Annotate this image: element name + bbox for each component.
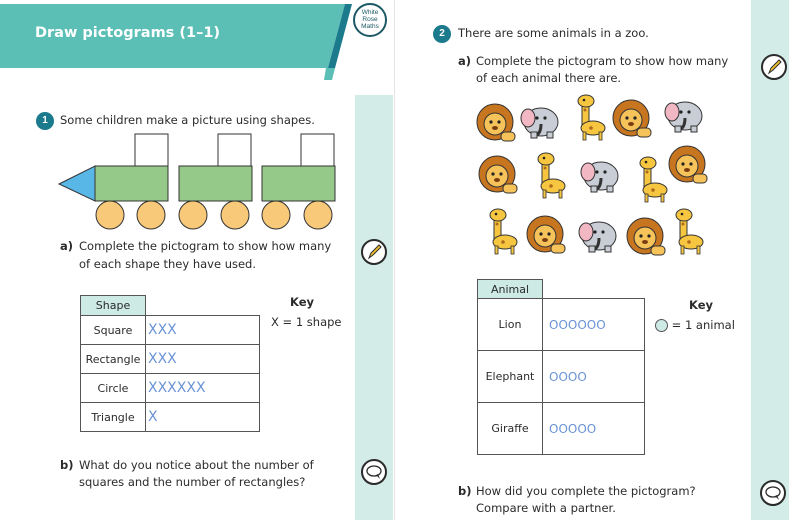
tally-marks: XXX — [146, 345, 260, 374]
circle-shape — [304, 201, 332, 229]
circle-marks: OOOOOO — [543, 299, 645, 351]
key-title: Key — [689, 298, 714, 312]
speech-bubble-icon — [759, 479, 787, 507]
table-row: Triangle X — [81, 403, 260, 432]
page-title: Draw pictograms (1–1) — [35, 25, 221, 41]
table-row: Circle XXXXXX — [81, 374, 260, 403]
square-shape — [135, 134, 168, 166]
shape-pictogram-table — [80, 295, 260, 432]
white-rose-maths-logo: White Rose Maths — [353, 3, 387, 37]
question-intro: Some children make a picture using shapes. — [60, 113, 315, 127]
tally-marks: XXXXXX — [146, 374, 260, 403]
table-row: Giraffe OOOOO — [478, 403, 645, 455]
title-banner — [0, 0, 360, 95]
circle-shape — [137, 201, 165, 229]
elephant-icon — [665, 102, 702, 132]
question-number: 2 — [433, 25, 451, 43]
key-text: X = 1 shape — [271, 315, 342, 329]
circle-marks: OOOOO — [543, 403, 645, 455]
pencil-icon — [760, 53, 788, 81]
giraffe-icon — [538, 153, 565, 198]
question-number: 1 — [36, 112, 54, 130]
lion-icon — [627, 218, 665, 255]
table-header: Animal — [478, 280, 543, 299]
question-intro: There are some animals in a zoo. — [458, 26, 649, 40]
circle-shape — [96, 201, 124, 229]
elephant-icon — [579, 222, 616, 252]
circle-shape — [221, 201, 249, 229]
table-row: Lion OOOOOO — [478, 299, 645, 351]
table-header: Shape — [81, 296, 146, 316]
square-shape — [301, 134, 334, 166]
lion-icon — [477, 104, 515, 141]
square-shape — [218, 134, 251, 166]
lion-icon — [479, 156, 517, 193]
tally-marks: XXX — [146, 316, 260, 345]
table-row: Elephant OOOO — [478, 351, 645, 403]
circle-shape — [179, 201, 207, 229]
rectangle-shape — [262, 166, 335, 201]
key-circle-icon — [655, 319, 668, 332]
animal-picture — [473, 88, 723, 263]
elephant-icon — [581, 162, 618, 192]
table-row: Rectangle XXX — [81, 345, 260, 374]
tally-marks: X — [146, 403, 260, 432]
lion-icon — [527, 216, 565, 253]
giraffe-icon — [490, 209, 517, 254]
elephant-icon — [521, 108, 558, 138]
key-title: Key — [290, 295, 315, 309]
part-a-label: a) — [458, 54, 472, 68]
part-b-text: What do you notice about the number of — [79, 458, 314, 472]
part-b-text: squares and the number of rectangles? — [79, 475, 306, 489]
margin-strip — [355, 95, 393, 520]
lion-icon — [613, 100, 651, 137]
part-a-text: of each shape they have used. — [79, 257, 257, 271]
part-a-text: Complete the pictogram to show how many — [476, 54, 729, 68]
giraffe-icon — [578, 95, 605, 140]
shape-picture — [55, 130, 345, 230]
rectangle-shape — [95, 166, 168, 201]
animal-pictogram-table — [477, 279, 645, 455]
part-a-text: Complete the pictogram to show how many — [79, 239, 332, 253]
key-text: = 1 animal — [671, 318, 735, 332]
left-page — [0, 0, 394, 520]
part-b-text: Compare with a partner. — [476, 501, 616, 515]
circle-marks: OOOO — [543, 351, 645, 403]
part-b-label: b) — [60, 458, 74, 472]
triangle-shape — [59, 166, 95, 201]
speech-bubble-icon — [360, 458, 388, 486]
key-row — [655, 317, 735, 334]
part-b-label: b) — [458, 484, 472, 498]
table-row: Square XXX — [81, 316, 260, 345]
rectangle-shape — [179, 166, 252, 201]
giraffe-icon — [640, 157, 667, 202]
right-page — [395, 0, 789, 520]
circle-shape — [262, 201, 290, 229]
part-a-label: a) — [60, 239, 74, 253]
pencil-icon — [360, 238, 388, 266]
part-a-text: of each animal there are. — [476, 71, 622, 85]
giraffe-icon — [676, 209, 703, 254]
part-b-text: How did you complete the pictogram? — [476, 484, 696, 498]
lion-icon — [669, 146, 707, 183]
